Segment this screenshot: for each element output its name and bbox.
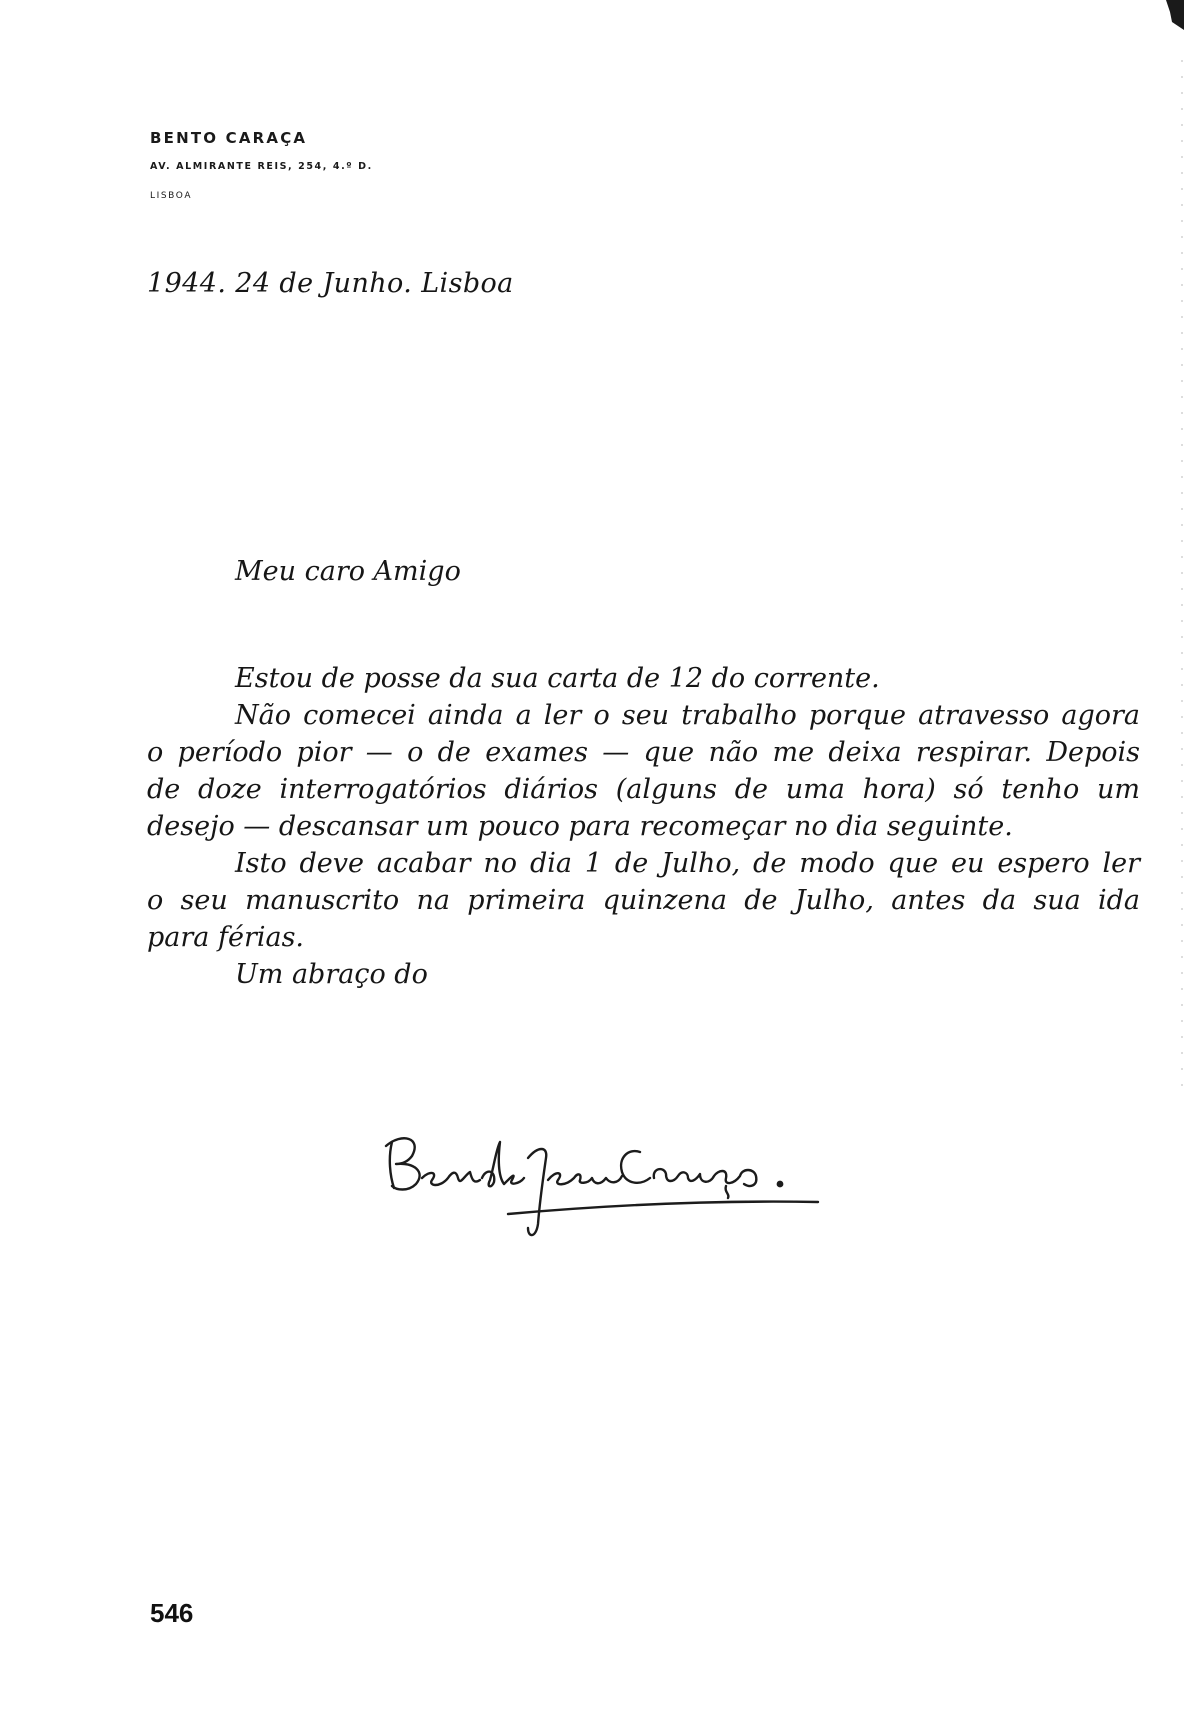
handwritten-signature [378, 1128, 898, 1248]
paragraph [147, 697, 1140, 845]
body-line: desejo — descansar um pouco para recomeçar no dia seguinte. [147, 811, 1013, 842]
body-line: o período pior — o de exames — que não me deixa respirar. Depois [147, 737, 1140, 768]
letterhead-name: BENTO CARAÇA [150, 129, 308, 147]
letterhead-address: AV. ALMIRANTE REIS, 254, 4.º D. [150, 161, 373, 172]
paragraph [147, 845, 1140, 956]
page-number: 546 [150, 1598, 194, 1628]
body-line: de doze interrogatórios diários (alguns de uma hora) só tenho um [147, 774, 1140, 805]
paragraph [147, 660, 1140, 697]
closing: Um abraço do [235, 959, 428, 990]
body-line: o seu manuscrito na primeira quinzena de Julho, antes da sua ida [147, 885, 1140, 916]
letterhead [150, 128, 373, 202]
body-line: Isto deve acabar no dia 1 de Julho, de modo que eu espero ler [235, 848, 1140, 879]
body-line: Estou de posse da sua carta de 12 do corrente. [235, 663, 880, 694]
letter-body [147, 660, 1140, 993]
body-line: para férias. [147, 922, 305, 953]
body-line: Não comecei ainda a ler o seu trabalho porque atravesso agora [235, 700, 1140, 731]
dateline: 1944. 24 de Junho. Lisboa [147, 268, 514, 299]
letterhead-city: LISBOA [150, 191, 193, 201]
page-edge-mark [1166, 0, 1184, 1712]
salutation: Meu caro Amigo [235, 556, 461, 587]
